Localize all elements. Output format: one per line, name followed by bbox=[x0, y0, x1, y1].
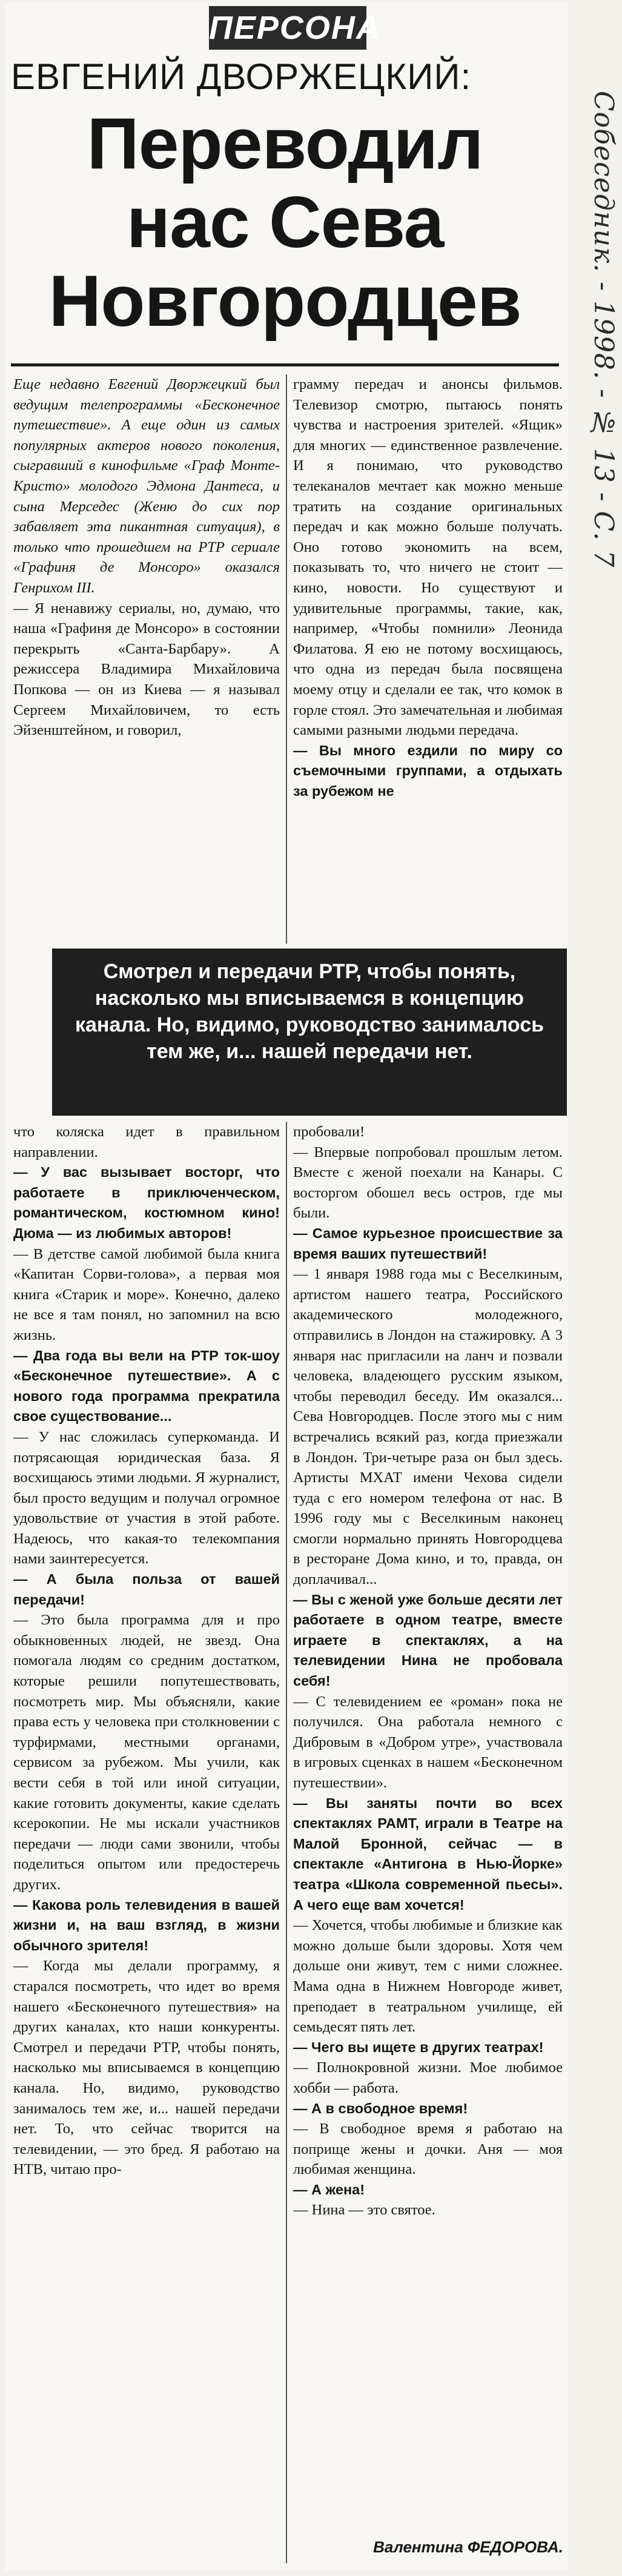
article-headline bbox=[11, 104, 559, 340]
column-right-top bbox=[293, 374, 563, 944]
interview-question: — Вы заняты почти во всех спектаклях РАМТ, играли в Театре на Малой Бронной, сейчас — в спектакле «Антигона в Нью-Йорке» театра «Школа современной пьесы». А чего еще вам хочется! bbox=[293, 1795, 563, 1913]
headline-line-1: Переводил bbox=[87, 103, 483, 184]
article-paragraph: что коляска идет в правильном направлении. bbox=[13, 1124, 280, 1161]
rubric-label: ПЕРСОНА bbox=[209, 6, 366, 50]
interview-question: — А жена! bbox=[293, 2181, 365, 2197]
interview-question: — Вы много ездили по миру со съемочными группами, а отдыхать за рубежом не bbox=[293, 742, 563, 799]
column-left-top bbox=[13, 374, 280, 944]
headline-rule bbox=[11, 363, 559, 366]
interview-question: — Чего вы ищете в других театрах! bbox=[293, 2039, 544, 2055]
article-paragraph: — 1 января 1988 года мы с Веселкиным, артистом нашего театра, Российского академического молодежного, отправились в Лондон на стажировку. А 3 января нас пригласили на ланч и позвали человека, владеющего русским языком, чтобы переводил беседу. Им оказался... Сева Новгородцев. После этого мы с ним встречались всякий раз, когда приезжали в Лондон. Три-четыре раза он был здесь. Артисты МХАТ имени Чехова сидели туда с его номером телефона от нас. В 1996 году мы с Веселкиным наконец смогли нормально принять Новгородцева в ресторане Дома кино, и то, правда, он доплачивал... bbox=[293, 1266, 563, 1588]
handwritten-source-note: Собеседник. - 1998. - № 13 - С. 7 bbox=[588, 91, 619, 568]
column-right-bottom bbox=[293, 1122, 563, 2533]
interview-question: — Самое курьезное происшествие за время ваших путешествий! bbox=[293, 1225, 563, 1262]
column-divider bbox=[286, 374, 287, 944]
column-left-bottom bbox=[13, 1122, 280, 2563]
interview-question: — А в свободное время! bbox=[293, 2100, 468, 2116]
interview-question: — Вы с женой уже больше десяти лет работаете в одном театре, вместе играете в спектаклях, а на телевидении Нина не пробовала себя! bbox=[293, 1591, 563, 1689]
article-paragraph: — Я ненавижу сериалы, но, думаю, что наша «Графиня де Монсоро» в состоянии перекрыть «Санта-Барбару». А режиссера Владимира Михайловича Попкова — он из Киева — я называл Сергеем Михайловичем, то есть Эйзенштейном, и говорил, bbox=[13, 600, 280, 739]
interview-question: — Два года вы вели на РТР ток-шоу «Бесконечное путешествие». А с нового года программа прекратила свое существование... bbox=[13, 1347, 280, 1425]
article-paragraph: — В свободное время я работаю на поприще жены и дочки. Аня — моя любимая женщина. bbox=[293, 2121, 563, 2178]
article-paragraph: — Когда мы делали программу, я старался посмотреть, что идет во время нашего «Бесконечного путешествия» на других каналах, кто наши конкуренты. Смотрел и передачи РТР, чтобы понять, насколько мы вписываемся в концепцию канала. Но, видимо, руководство занималось тем же, и... нашей передачи нет. То, что сейчас творится на телевидении, — это бред. Я работаю на НТВ, читаю про- bbox=[13, 1958, 280, 2178]
article-paragraph: — У нас сложилась суперкоманда. И потрясающая юридическая база. Я восхищаюсь этими людьми. Я журналист, был просто ведущим и получал огромное удовольствие от участия в этой работе. Надеюсь, что какая-то телекомпания нами заинтересуется. bbox=[13, 1428, 280, 1568]
article-paragraph: — С телевидением ее «роман» пока не получился. Она работала немного с Дибровым в «Добром утре», участвовала в игровых сценках в нашем «Бесконечном путешествии». bbox=[293, 1693, 563, 1791]
article-paragraph: — В детстве самой любимой была книга «Капитан Сорви-голова», а первая моя книга «Старик и море». Конечно, далеко не все я там понял, но запомнил на всю жизнь. bbox=[13, 1245, 280, 1343]
article-paragraph: — Это была программа для и про обыкновенных людей, не звезд. Она помогала людям со средним достатком, которые решили попутешествовать, посмотреть мир. Мы объясняли, какие права есть у человека при столкновении с турфирмами, местными органами, сервисом за рубежом. Мы учили, как вести себя в той или иной ситуации, какие готовить документы, какие сделать ксерокопии. Не мы искали участников передачи — люди сами звонили, чтобы поделиться опытом или предостеречь других. bbox=[13, 1612, 280, 1893]
headline-line-2: нас Сева bbox=[126, 182, 444, 263]
article-paragraph: грамму передач и анонсы фильмов. Телевизор смотрю, пытаюсь понять чувства и настроения зрителей. «Ящик» для многих — единственное развлечение. И я понимаю, что руководство телеканалов мечтает как можно меньше тратить на создание оригинальных передач и как можно больше получать. Оно готово экономить на всем, показывать то, что ничего не стоит — кино, новости. Но существуют и удивительные программы, такие, как, например, «Чтобы помнили» Леонида Филатова. Я ею не потому восхищаюсь, что одна из передач была посвящена моему отцу и сделали ее так, что комок в горле стоял. Это замечательная и любимая самыми разными людьми передача. bbox=[293, 376, 563, 739]
article-paragraph: — Полнокровной жизни. Мое любимое хобби — работа. bbox=[293, 2059, 563, 2096]
column-divider-bottom bbox=[286, 1122, 287, 2563]
interview-question: — У вас вызывает восторг, что работаете в приключенческом, романтическом, костюмном кино! Дюма — из любимых авторов! bbox=[13, 1164, 280, 1241]
article-paragraph: Еще недавно Евгений Дворжецкий был ведущим телепрограммы «Бесконечное путешествие». А еще один из самых популярных актеров нового поколения, сыгравший в кинофильме «Граф Монте-Кристо» молодого Эдмона Дантеса, и сына Мерседес (Женю до сих пор забавляет эта пикантная ситуация), в только что прошедшем на РТР сериале «Графиня де Монсоро» оказался Генрихом III. bbox=[13, 376, 280, 596]
interview-question: — Какова роль телевидения в вашей жизни и, на ваш взгляд, в жизни обычного зрителя! bbox=[13, 1896, 280, 1953]
author-signature: Валентина ФЕДОРОВА. bbox=[373, 2538, 563, 2556]
article-paragraph: пробовали! bbox=[293, 1124, 365, 1140]
article-paragraph: — Впервые попробовал прошлым летом. Вместе с женой поехали на Канары. С восторгом обошел весь остров, где мы были. bbox=[293, 1144, 563, 1222]
article-kicker: ЕВГЕНИЙ ДВОРЖЕЦКИЙ: bbox=[11, 56, 472, 97]
interview-question: — А была польза от вашей передачи! bbox=[13, 1571, 280, 1608]
pull-quote: Смотрел и передачи РТР, чтобы понять, насколько мы вписываемся в концепцию канала. Но, видимо, руководство занималось тем же, и... нашей передачи нет. bbox=[52, 949, 567, 1116]
headline-line-3: Новгородцев bbox=[48, 260, 521, 342]
article-paragraph: — Нина — это святое. bbox=[293, 2202, 435, 2219]
article-paragraph: — Хочется, чтобы любимые и близкие как можно дольше были здоровы. Хотя чем дольше они живут, тем с ними сложнее. Мама одна в Нижнем Новгороде живет, преподает в театральном училище, ей семьдесят пять лет. bbox=[293, 1917, 563, 2036]
